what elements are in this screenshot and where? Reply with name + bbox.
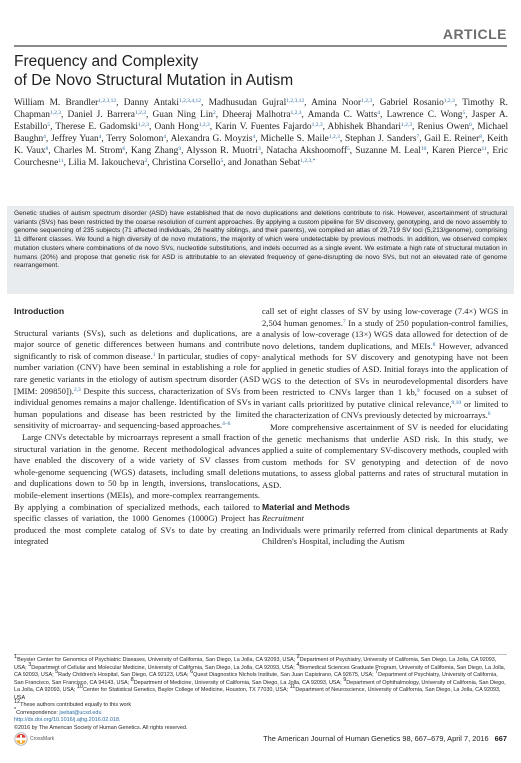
author-affiliation-ref[interactable]: 4 xyxy=(98,134,102,141)
affiliation-text: Department of Cellular and Molecular Medicine, University of California, San Diego, La Jolla, CA 92093, USA; xyxy=(31,664,297,671)
doi-link[interactable]: http://dx.doi.org/10.1016/j.ajhg.2016.02.018. xyxy=(14,717,121,724)
author-name: Lilia M. Iakoucheva xyxy=(68,158,145,169)
methods-heading: Material and Methods xyxy=(262,501,350,512)
article-type-label: ARTICLE xyxy=(442,26,507,42)
author-name: Charles M. Strom xyxy=(53,146,123,157)
author-affiliation-ref[interactable]: 4 xyxy=(43,134,46,141)
abstract: Genetic studies of autism spectrum disorder (ASD) have established that de novo duplications and deletions contribute to risk. However, ascertainment of structural variants (SVs) has been restricted by the coarse resolution of current approaches. By applying a custom pipeline for SV discovery, genotyping, and de novo assembly to genome sequencing of 235 subjects (71 affected individuals, 26 healthy siblings, and their parents), we compiled an atlas of 29,719 SV loci (5,213/genome), comprising 11 different classes. We found a high diversity of de novo mutations, the majority of which were undetectable by previous methods. In addition, we observed complex mutation clusters where combinations of de novo SVs, nucleotide substitutions, and indels occurred as a single event. We estimate a high rate of structural mutation in humans (20%) and propose that genetic risk for ASD is attributable to an elevated frequency of gene-disrupting de novo SVs, but not an elevated rate of genome rearrangement. xyxy=(7,206,514,294)
author-affiliation-ref[interactable]: 1,2,3 xyxy=(328,134,340,141)
author-affiliation-ref[interactable]: 4 xyxy=(377,110,381,117)
author-list: William M. Brandler$^{1,2,3,12}$, Danny Antaki$^{1,2,3,4,12}$, Madhusudan Gujral$^{1,2,3,12}$, Amina Noor$^{1,2,3}$, Gabriel Rosanio$^{1,2,3}$, Timothy R. Chapman$^{1,2,3}$, Daniel J. Barrera$^{1,2,3}$, Guan Ning Lin$^2$, Dheeraj Malhotra$^{1,2,3}$, Amanda C. Watts$^4$, Lawrence C. Wong$^5$, Jasper A. Estabillo$^5$, Therese E. Gadomski$^{1,2,3}$, Oanh Hong$^{1,2,3}$, Karin V. Fuentes Fajardo$^{1,2,3}$, Abhishek Bhandari$^{1,2,3}$, Renius Owen$^6$, Michael Baughn$^4$, Jeffrey Yuan$^4$, Terry Solomon$^4$, Alexandra G. Moyzis$^4$, Michelle S. Maile$^{1,2,3}$, Stephan J. Sanders$^7$, Gail E. Reiner$^8$, Keith K. Vaux$^8$, Charles M. Strom$^6$, Kang Zhang$^9$, Alysson R. Muotri$^3$, Natacha Akshoomoff$^5$, Suzanne M. Leal$^{10}$, Karen Pierce$^{11}$, Eric Courchesne$^{11}$, Lilia M. Iakoucheva$^2$, Christina Corsello$^5$, and Jonathan Sebat$^{1,2,3,*}$ xyxy=(14,98,509,169)
author-affiliation-ref[interactable]: 4 xyxy=(163,134,167,141)
author-name: Alysson R. Muotri xyxy=(186,146,258,157)
author-name: Jasper A. Estabillo xyxy=(14,110,509,133)
author-name: Terry Solomon xyxy=(106,134,164,145)
author-name: Alexandra G. Moyzis xyxy=(170,134,253,145)
author-name: Therese E. Gadomski xyxy=(55,122,138,133)
affiliation-number: 6 xyxy=(190,669,194,676)
affiliation-text: Quest Diagnostics Nichols Institute, San Juan Capistrano, CA 92675, USA; xyxy=(193,672,376,679)
equal-contribution-note: $^{12}$These authors contributed equally to this work xyxy=(14,699,132,709)
correspondence-email-link[interactable]: jsebat@ucsd.edu xyxy=(59,709,102,716)
affiliation-text: Beyster Center for Genomics of Psychiatric Diseases, University of California, San Diego, La Jolla, CA 92093, USA; xyxy=(17,657,297,663)
author-affiliation-ref[interactable]: 5 xyxy=(346,146,350,153)
author-name: William M. Brandler xyxy=(14,98,99,108)
author-name: Jeffrey Yuan xyxy=(51,134,99,145)
author-affiliation-ref[interactable]: 8 xyxy=(45,146,49,153)
affiliation-text: Department of Ophthalmology, University of California, San Diego, La Jolla, CA 92093, USA; xyxy=(14,679,506,694)
author-name: Oanh Hong xyxy=(154,122,199,133)
author-affiliation-ref[interactable]: 1,2,3 xyxy=(134,110,146,117)
crossmark-badge[interactable] xyxy=(14,732,54,746)
affiliation-number: 4 xyxy=(296,661,300,668)
affiliation-number: 8 xyxy=(130,676,134,683)
author-name: Karen Pierce xyxy=(431,146,482,157)
author-name: Eric Courchesne xyxy=(14,146,508,169)
citation-ref[interactable]: 6 xyxy=(487,411,491,418)
author-name: Dheeraj Malhotra xyxy=(222,110,291,121)
article-title xyxy=(14,52,494,90)
author-name: Suzanne M. Leal xyxy=(355,146,421,157)
author-affiliation-ref[interactable]: 1,2,3 xyxy=(49,110,61,117)
author-affiliation-ref[interactable]: 1,2,3 xyxy=(361,98,373,104)
author-affiliation-ref[interactable]: 1,2,3 xyxy=(311,122,323,129)
methods-paragraph-1: Individuals were primarily referred from clinical departments at Rady Children's Hospital, including the Autism xyxy=(262,524,508,547)
author-affiliation-ref[interactable]: 8 xyxy=(479,134,482,141)
author-affiliation-ref[interactable]: 1,2,3,12 xyxy=(286,98,305,104)
author-affiliation-ref[interactable]: 7 xyxy=(416,134,420,141)
author-name: Gabriel Rosanio xyxy=(379,98,444,108)
author-name: Lawrence C. Wong xyxy=(386,110,463,121)
affiliation-number: 5 xyxy=(55,669,59,676)
citation-ref[interactable]: 4–6 xyxy=(222,421,231,428)
affiliations xyxy=(14,654,508,702)
author-affiliation-ref[interactable]: 9 xyxy=(178,146,182,153)
citation-ref[interactable]: 7 xyxy=(342,318,346,325)
affiliation-number: 1 xyxy=(14,654,18,660)
copyright-note: ©2016 by The American Society of Human Genetics. All rights reserved. xyxy=(14,724,188,731)
author-affiliation-ref[interactable]: 1,2,3,4,12 xyxy=(178,98,201,104)
correspondence-note: *Correspondence: jsebat@ucsd.edu xyxy=(14,706,102,716)
author-affiliation-ref[interactable]: 6 xyxy=(469,122,472,129)
author-affiliation-ref[interactable]: 3 xyxy=(257,146,261,153)
affiliation-text: Department of Medicine, University of California, San Diego, La Jolla, CA 92093, USA; xyxy=(133,679,344,686)
intro-paragraph-4: More comprehensive ascertainment of SV is needed for elucidating the genetic mechanisms that underlie ASD risk. In this study, we applied a suite of complementary SV-discovery methods, coupled with custom methods for SV genotyping and detection of de novo mutations, to assess global patterns and rates of structural mutation in ASD. xyxy=(262,421,508,490)
author-name: Karin V. Fuentes Fajardo xyxy=(215,122,312,133)
author-affiliation-ref[interactable]: 6 xyxy=(122,146,126,153)
journal-citation-text: The American Journal of Human Genetics 98, 667–679, April 7, 2016 xyxy=(263,734,489,743)
title-line-1: Frequency and Complexity xyxy=(14,53,199,70)
author-name: Amina Noor xyxy=(311,98,362,108)
affiliation-text: Department of Neuroscience, University of California, San Diego, La Jolla, CA 92093, USA xyxy=(14,687,501,701)
author-name: Madhusudan Gujral xyxy=(208,98,287,108)
author-name: Timothy R. Chapman xyxy=(14,98,508,121)
author-name: Christina Corsello xyxy=(151,158,221,169)
affiliation-number: 11 xyxy=(289,684,296,691)
author-name: Amanda C. Watts xyxy=(307,110,378,121)
author-name: Michael Baughn xyxy=(14,122,509,145)
author-affiliation-ref[interactable]: 11 xyxy=(481,146,487,153)
affiliation-text: Center for Statistical Genetics, Baylor College of Medicine, Houston, TX 77030, USA; xyxy=(83,687,290,694)
citation-ref[interactable]: 9,10 xyxy=(451,399,462,406)
intro-paragraph-3: call set of eight classes of SV by using low-coverage (7.4×) WGS in 2,504 human genomes.$^7$ In a study of 250 population-control families, analysis of low-coverage (13×) WGS data allowed for detection of de novo deletions, tandem duplications, and MEIs.$^8$ However, advanced analytical methods for SV discovery and genotyping have not been applied in genetic studies of ASD. Initial forays into the application of WGS to the detection of SVs in neurodevelopmental disorders have been restricted to CNVs larger than 1 kb,$^9$ focused on a subset of variant calls prioritized by putative clinical relevance,$^{9,10}$ or limited to the characterization of CNVs previously detected by microarrays.$^6$ xyxy=(262,306,508,421)
affiliation-number: 10 xyxy=(76,684,83,691)
affiliation-number: 2 xyxy=(296,654,300,660)
author-affiliation-ref[interactable]: 5 xyxy=(220,158,224,165)
author-affiliation-ref[interactable]: 1,2,3 xyxy=(198,122,210,129)
affiliation-number: 9 xyxy=(343,676,347,683)
author-name: Stephan J. Sanders xyxy=(345,134,417,145)
author-affiliation-ref[interactable]: 1,2,3 xyxy=(443,98,455,104)
header-rule xyxy=(14,45,507,47)
crossmark-label: CrossMark xyxy=(30,736,55,742)
affiliation-text: Department of Psychiatry, University of California, San Diego, La Jolla, CA 92093, USA; xyxy=(14,657,497,671)
author-name: Guan Ning Lin xyxy=(152,110,213,121)
author-name: Daniel J. Barrera xyxy=(67,110,135,121)
author-name: Kang Zhang xyxy=(130,146,179,157)
citation-ref[interactable]: 8 xyxy=(432,341,436,348)
author-affiliation-ref[interactable]: 1,2,3,12 xyxy=(98,98,117,104)
page-number: 667 xyxy=(494,734,507,743)
author-affiliation-ref[interactable]: 5 xyxy=(47,122,51,129)
right-column xyxy=(262,306,508,548)
journal-citation xyxy=(263,734,507,743)
author-affiliation-ref[interactable]: 1,2,3 xyxy=(290,110,302,117)
page-footer xyxy=(14,730,507,750)
affiliation-text: Department of Psychiatry, University of California, San Francisco, San Francisco, CA 94143, USA; xyxy=(14,672,498,686)
citation-ref[interactable]: 2,3 xyxy=(73,386,81,393)
author-affiliation-ref[interactable]: 1,2,3 xyxy=(401,122,412,129)
introduction-heading: Introduction xyxy=(14,306,65,316)
author-affiliation-ref[interactable]: 1,2,3 xyxy=(137,122,149,129)
citation-ref[interactable]: 1 xyxy=(152,351,156,358)
affiliation-text: Rady Children's Hospital, San Diego, CA 92123, USA; xyxy=(58,672,191,679)
author-affiliation-ref[interactable]: 2 xyxy=(144,158,148,165)
left-column xyxy=(14,306,260,548)
author-name: Renius Owen xyxy=(417,122,470,133)
author-name: Danny Antaki xyxy=(123,98,179,108)
author-name: Keith K. Vaux xyxy=(14,134,508,157)
crossmark-icon xyxy=(14,732,28,746)
author-affiliation-ref[interactable]: 4 xyxy=(252,134,256,141)
author-name: Gail E. Reiner xyxy=(424,134,480,145)
footnotes xyxy=(14,654,508,732)
author-name: and Jonathan Sebat xyxy=(227,158,301,169)
footnote-rule xyxy=(14,654,507,655)
author-affiliation-ref[interactable]: 2 xyxy=(213,110,216,117)
author-name: Natacha Akshoomoff xyxy=(266,146,347,157)
citation-ref[interactable]: 9 xyxy=(416,388,420,395)
author-affiliation-ref[interactable]: 5 xyxy=(462,110,466,117)
recruitment-subheading: Recruitment xyxy=(262,513,304,524)
author-affiliation-ref[interactable]: 1,2,3,* xyxy=(300,158,316,165)
intro-paragraph-2: Large CNVs detectable by microarrays represent a small fraction of structural variation in the genome. Recent methodological advances have enabled the discovery of a wide variety of SV classes from whole-genome sequencing (WGS) datasets, including small deletions and duplications down to 50 bp in length, inversions, translocations, mobile-element insertions (MEIs), and more-complex rearrangements. By applying a combination of specialized methods, each tailored to specific classes of variation, the 1000 Genomes (1000G) Project has produced the most complete catalog of SVs to date by creating an integrated xyxy=(14,431,260,547)
author-name: Michelle S. Maile xyxy=(260,134,329,145)
title-line-2: of De Novo Structural Mutation in Autism xyxy=(14,72,294,89)
affiliation-number: 7 xyxy=(375,669,379,676)
affiliation-text: Biomedical Sciences Graduate Program, University of California, San Diego, La Jolla, CA 92093, USA; xyxy=(14,664,506,679)
author-name: Abhishek Bhandari xyxy=(327,122,401,133)
intro-paragraph-1: Structural variants (SVs), such as deletions and duplications, are a major source of genetic differences between humans and contribute significantly to risk of common disease.$^1$ In particular, studies of copy-number variation (CNV) have been seminal in establishing a role for rare genetic variants in the etiology of autism spectrum disorder (ASD [MIM: 209850]).$^{2,3}$ Despite this success, characterization of SVs from individual genomes remains a major challenge. Identification of SVs in human populations and disease has been restricted by the limited sensitivity of microarray- and sequencing-based approaches.$^{4-6}$ xyxy=(14,327,261,431)
author-affiliation-ref[interactable]: 10 xyxy=(420,146,427,153)
author-affiliation-ref[interactable]: 11 xyxy=(58,158,64,165)
affiliation-number: 3 xyxy=(28,661,32,668)
